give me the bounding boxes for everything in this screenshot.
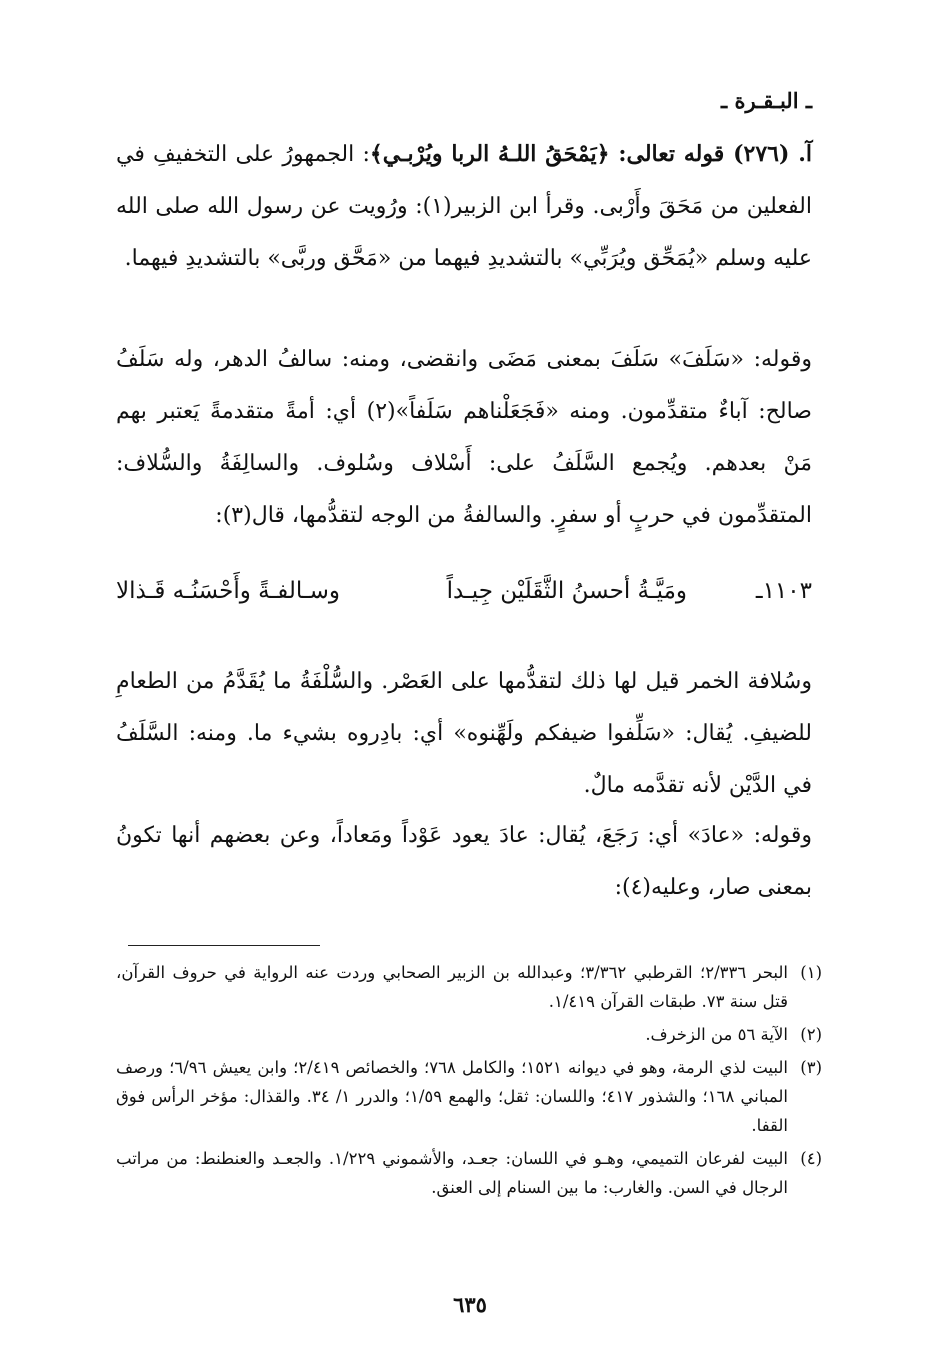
- paragraph-aada: وقوله: «عادَ» أي: رَجَعَ، يُقال: عادَ يعود عَوْداً ومَعاداً، وعن بعضهم أنها تكونُ بمعنى صار، وعليه(٤):: [116, 823, 812, 900]
- paragraph-salaf: وقوله: «سَلَفَ» سَلَفَ بمعنى مَضَى وانقضى، ومنه: سالفُ الدهر، وله سَلَفُ صالح: آباءٌ متقدِّمون. ومنه «فَجَعَلْناهم سَلَفاً»(٢) أي: أمةً متقدمةً يَعتبر بهم مَنْ بعدهم. ويُجمع السَّلَفُ على: أَسْلاف وسُلوف. والسالِفَةُ والسُّلاف: المتقدِّمون في حربٍ أو سفرٍ. والسالفةُ من الوجه لتقدُّمها، قال(٣):: [116, 347, 812, 528]
- paragraph-sulafa: وسُلافة الخمر قيل لها ذلك لتقدُّمها على العَصْر. والسُّلْفَةُ ما يُقَدَّمُ من الطعامِ للضيفِ. يُقال: «سَلِّفوا ضيفكم ولَهِّنوه» أي: بادِروه بشيء ما. ومنه: السَّلَفُ في الدَّيْن لأنه تقدَّمه مالٌ.: [116, 669, 812, 798]
- footnote: [116, 1053, 822, 1140]
- footnote-divider: [128, 945, 320, 946]
- footnote-number: (٣): [800, 1058, 822, 1077]
- footnote: [116, 1144, 822, 1202]
- running-header: ـ البـقـرة ـ: [720, 88, 812, 113]
- footnote-number: (٤): [800, 1149, 822, 1168]
- footnote: [116, 958, 822, 1016]
- footnote-text: الآية ٥٦ من الزخرف.: [645, 1025, 788, 1044]
- paragraph-text: : الجمهورُ على التخفيفِ في الفعلين من مَحَقَ وأَرْبى. وقرأ ابن الزبير(١): ورُويت عن رسول الله صلى الله عليه وسلم «يُمَحِّق ويُرَبِّي» بالتشديدِ فيهما من «مَحَّق وربَّى» بالتشديدِ فيهما.: [116, 142, 812, 271]
- verse-label: آ. (٢٧٦) قوله تعالى: ﴿يَمْحَقُ اللـهُ الربا ويُرْبـي﴾: [369, 141, 812, 167]
- verse-second-hemistich: وسـالفـةً وأَحْسَنُـه قَـذالا: [116, 578, 341, 604]
- footnote-text: البحر ٢/٣٣٦؛ القرطبي ٣/٣٦٢؛ وعبدالله بن الزبير الصحابي وردت عنه الرواية في حروف القرآن، قتل سنة ٧٣. طبقات القرآن ١/٤١٩.: [116, 963, 788, 1011]
- footnote-number: (٢): [800, 1025, 822, 1044]
- footnote-number: (١): [800, 963, 822, 982]
- footnote-text: البيت لذي الرمة، وهو في ديوانه ١٥٢١؛ والكامل ٧٦٨؛ والخصائص ٢/٤١٩؛ وابن يعيش ٦/٩٦؛ ورصف المباني ١٦٨؛ والشذور ٤١٧؛ واللسان: ثقل؛ والهمع ١/٥٩؛ والدرر ١/ ٣٤. والقذال: مؤخر الرأس فوق القفا.: [116, 1058, 789, 1135]
- paragraph-verse-276: [116, 128, 812, 285]
- verse-first-hemistich: ومَيَّـةُ أحسنُ الثَّقَلَيْن جِيـداً: [446, 578, 687, 604]
- footnote: [116, 1020, 822, 1049]
- verse-number: ١١٠٣ـ: [755, 578, 812, 604]
- footnote-text: البيت لفرعان التميمي، وهـو في اللسان: جعـد، والأشموني ١/٢٢٩. والجعـد والعنطنط: من مراتب الرجال في السن. والغارب: ما بين السنام إلى العنق.: [116, 1149, 789, 1197]
- footnotes: [116, 958, 822, 1206]
- page-number: ٦٣٥: [453, 1292, 487, 1317]
- poetry-verse-1103: [116, 578, 812, 630]
